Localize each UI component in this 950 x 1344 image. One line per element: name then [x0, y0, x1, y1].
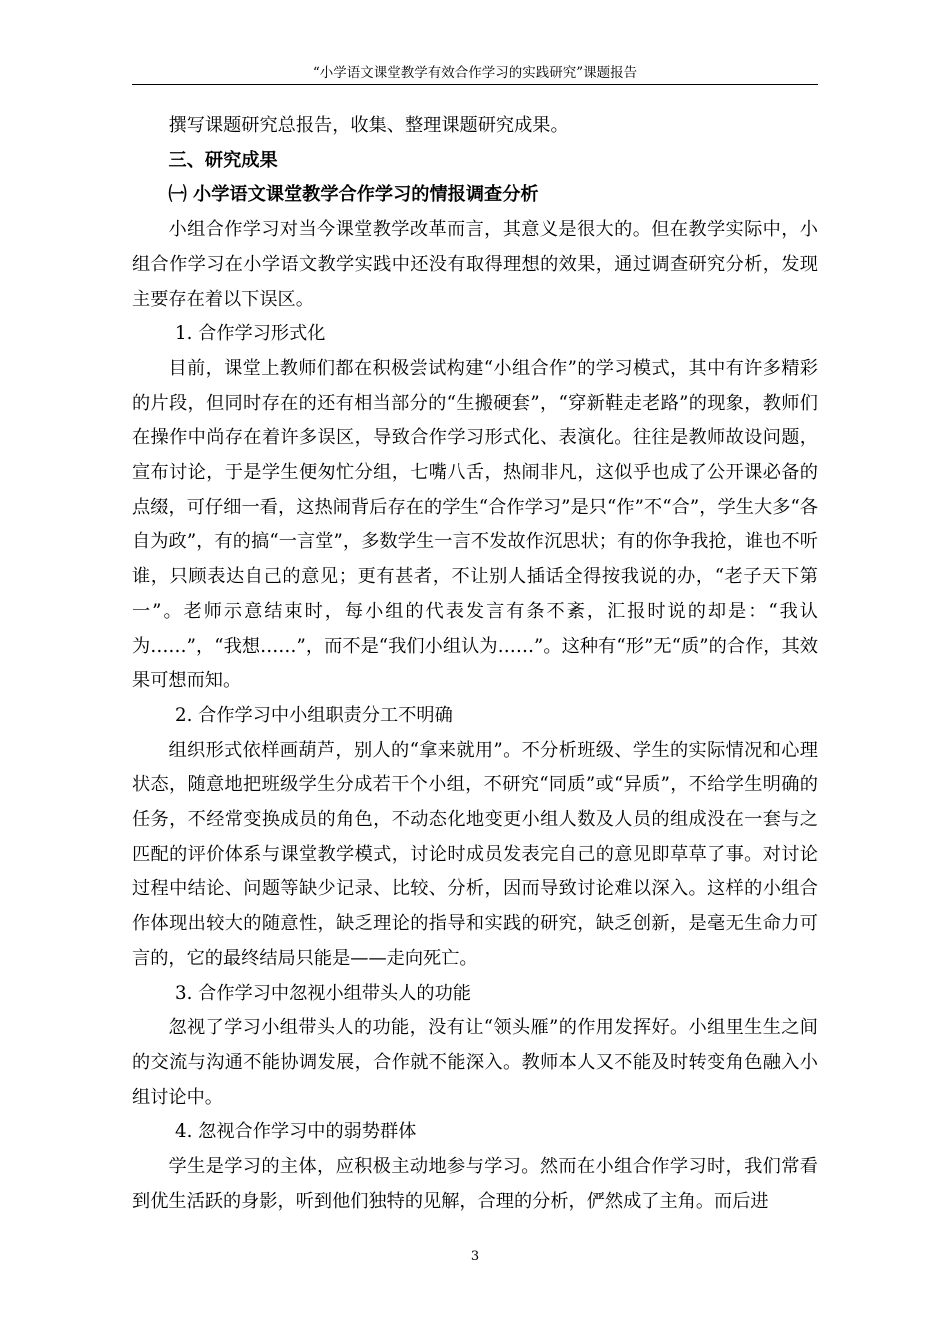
list-item-group-leader: 3. 合作学习中忽视小组带头人的功能 — [175, 982, 471, 1004]
paragraph-unclear-roles: 组织形式依样画葫芦，别人的“拿来就用”。不分析班级、学生的实际情况和心理状态，随意地把班级学生分成若干个小组，不研究“同质”或“异质”，不给学生明确的任务，不经常变换成员的角色，不动态化地变更小组人数及人员的组成没在一套与之匹配的评价体系与课堂教学模式，讨论时成员发表完自己的意见即草草了事。对讨论过程中结论、问题等缺少记录、比较、分析，因而导致讨论难以深入。这样的小组合作体现出较大的随意性，缺乏理论的指导和实践的研究，缺乏创新，是毫无生命力可言的，它的最终结局只能是——走向死亡。 — [132, 739, 818, 969]
document-body — [132, 109, 818, 1220]
list-item-weak-groups: 4. 忽视合作学习中的弱势群体 — [175, 1121, 417, 1143]
page-number: 3 — [470, 1249, 480, 1264]
list-item-unclear-roles: 2. 合作学习中小组职责分工不明确 — [175, 704, 453, 726]
header-title: “小学语文课堂教学有效合作学习的实践研究”课题报告 — [312, 65, 638, 81]
page-header — [132, 62, 818, 85]
paragraph-summary-task: 撰写课题研究总报告，收集、整理课题研究成果。 — [168, 115, 569, 136]
paragraph-weak-groups: 学生是学习的主体，应积极主动地参与学习。然而在小组合作学习时，我们常看到优生活跃的身影，听到他们独特的见解，合理的分析，俨然成了主角。而后进 — [132, 1156, 818, 1212]
paragraph-group-leader: 忽视了学习小组带头人的功能，没有让“领头雁”的作用发挥好。小组里生生之间的交流与沟通不能协调发展，合作就不能深入。教师本人又不能及时转变角色融入小组讨论中。 — [132, 1017, 818, 1108]
paragraph-formalization: 目前，课堂上教师们都在积极尝试构建“小组合作”的学习模式，其中有许多精彩的片段，但同时存在的还有相当部分的“生搬硬套”，“穿新鞋走老路”的现象，教师们在操作中尚存在着许多误区，导致合作学习形式化、表演化。往往是教师故设问题，宣布讨论，于是学生便匆忙分组，七嘴八舌，热闹非凡，这似乎也成了公开课必备的点缀，可仔细一看，这热闹背后存在的学生“合作学习”是只“作”不“合”，学生大多“各自为政”，有的搞“一言堂”，多数学生一言不发故作沉思状；有的你争我抢，谁也不听谁，只顾表达自己的意见；更有甚者，不让别人插话全得按我说的办，“老子天下第一”。老师示意结束时，每小组的代表发言有条不紊，汇报时说的却是：“我认为……”，“我想……”，而不是“我们小组认为……”。这种有“形”无“质”的合作，其效果可想而知。 — [132, 357, 818, 692]
list-item-formalization: 1. 合作学习形式化 — [175, 323, 326, 345]
paragraph-intro: 小组合作学习对当今课堂教学改革而言，其意义是很大的。但在教学实际中，小组合作学习在小学语文教学实践中还没有取得理想的效果，通过调查研究分析，发现主要存在着以下误区。 — [132, 219, 818, 310]
subsection-heading-survey: ㈠ 小学语文课堂教学合作学习的情报调查分析 — [168, 184, 539, 206]
section-heading-results: 三、研究成果 — [168, 149, 278, 171]
